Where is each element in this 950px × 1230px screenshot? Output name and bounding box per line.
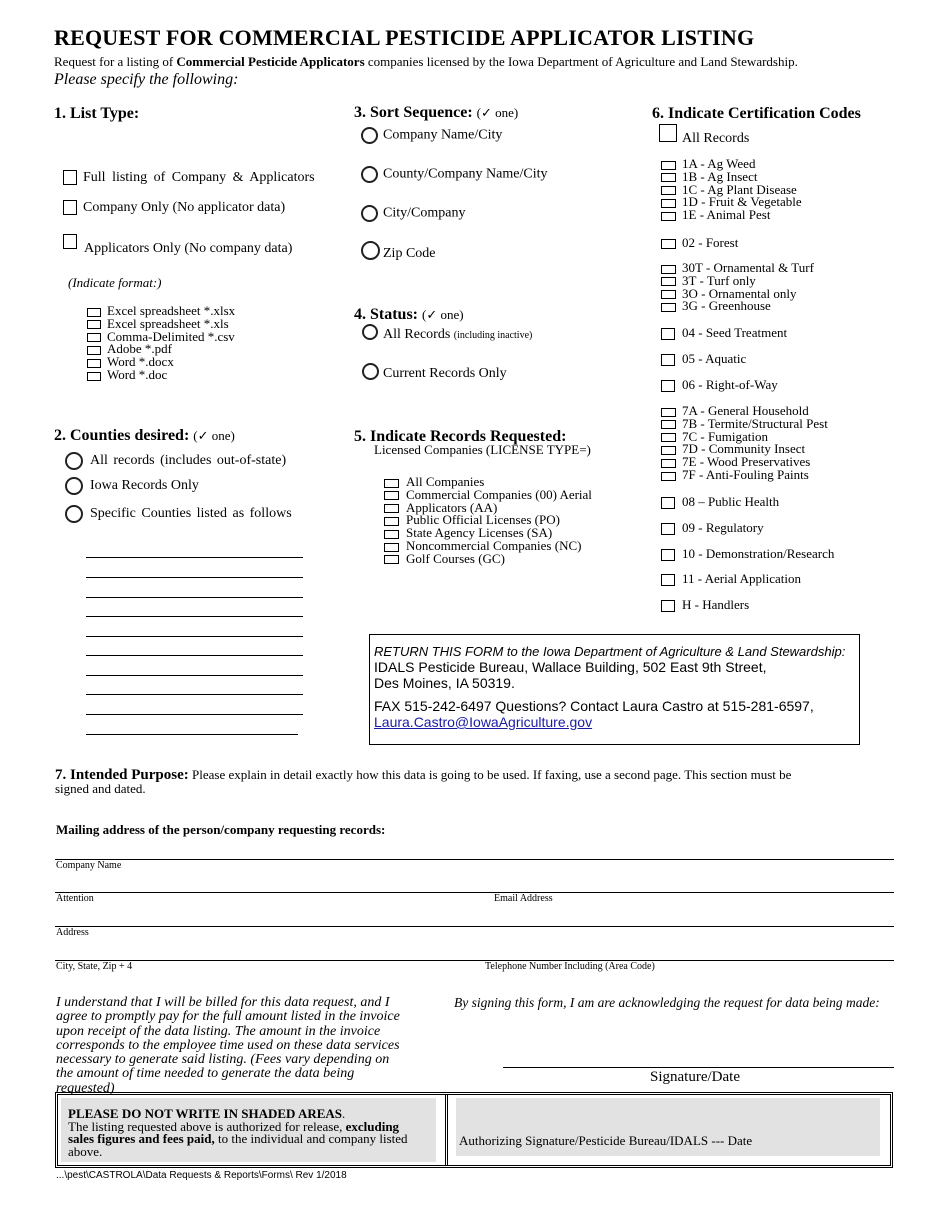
cert-item[interactable]: 1C - Ag Plant Disease	[661, 184, 802, 197]
county-line[interactable]	[86, 694, 303, 695]
radio[interactable]	[362, 363, 379, 380]
radio[interactable]	[361, 205, 378, 222]
cert-all-records[interactable]: All Records	[682, 131, 750, 146]
return-line-4: FAX 515-242-6497 Questions? Contact Laura Castro at 515-281-6597,	[374, 698, 814, 714]
company-label: Company Name	[56, 860, 122, 871]
records-item[interactable]: Public Official Licenses (PO)	[384, 514, 592, 527]
checkbox[interactable]	[63, 170, 77, 185]
office-use-box	[55, 1092, 893, 1168]
cert-item[interactable]: 06 - Right-of-Way	[661, 377, 778, 393]
status-heading: 4. Status: (✓ one)	[354, 306, 464, 323]
county-line[interactable]	[86, 597, 303, 598]
format-item[interactable]: Excel spreadsheet *.xls	[87, 318, 235, 331]
footer-path: ...\pest\CASTROLA\Data Requests & Reports\Forms\ Rev 1/2018	[56, 1170, 347, 1181]
records-list	[384, 476, 592, 566]
intro-prefix: Request for a listing of	[54, 54, 177, 69]
email-link[interactable]: Laura.Castro@IowaAgriculture.gov	[374, 714, 593, 730]
format-item[interactable]: Comma-Delimited *.csv	[87, 331, 235, 344]
sort-option-company[interactable]: Company Name/City	[361, 127, 502, 144]
signature-label: Signature/Date	[650, 1069, 740, 1085]
cert-item[interactable]: 1A - Ag Weed	[661, 158, 802, 171]
intro-suffix: companies licensed by the Iowa Department of Agriculture and Land Stewardship.	[364, 54, 798, 69]
cert-group-1	[661, 158, 802, 222]
county-option-iowa[interactable]: Iowa Records Only	[65, 477, 199, 495]
cert-item[interactable]: 7D - Community Insect	[661, 443, 828, 456]
attention-label: Attention	[56, 893, 94, 904]
records-heading: 5. Indicate Records Requested:	[354, 428, 567, 445]
address-line[interactable]	[55, 926, 894, 927]
records-item[interactable]: Golf Courses (GC)	[384, 553, 592, 566]
format-item[interactable]: Excel spreadsheet *.xlsx	[87, 305, 235, 318]
radio[interactable]	[361, 241, 380, 260]
cert-group-3	[661, 262, 814, 313]
sort-option-county[interactable]: County/Company Name/City	[361, 166, 548, 183]
cert-item[interactable]: 10 - Demonstration/Research	[661, 546, 834, 562]
records-item[interactable]: Noncommercial Companies (NC)	[384, 540, 592, 553]
list-option-full[interactable]: Full listing of Company & Applicators	[63, 170, 315, 186]
city-line[interactable]	[55, 960, 894, 961]
return-line-3: Des Moines, IA 50319.	[374, 675, 515, 691]
format-label: (Indicate format:)	[68, 275, 162, 290]
sort-heading: 3. Sort Sequence: (✓ one)	[354, 104, 519, 121]
form-title: REQUEST FOR COMMERCIAL PESTICIDE APPLICATOR LISTING	[54, 25, 755, 50]
authorizing-signature: Authorizing Signature/Pesticide Bureau/IDALS --- Date	[459, 1133, 753, 1148]
records-item[interactable]: State Agency Licenses (SA)	[384, 527, 592, 540]
return-line-1: RETURN THIS FORM to the Iowa Department of Agriculture & Land Stewardship:	[374, 644, 846, 659]
county-line[interactable]	[86, 734, 298, 735]
email-label: Email Address	[494, 893, 553, 904]
intro-text	[54, 54, 798, 70]
radio[interactable]	[65, 452, 83, 470]
cert-item[interactable]: 7A - General Household	[661, 405, 828, 418]
county-line[interactable]	[86, 714, 303, 715]
radio[interactable]	[361, 127, 378, 144]
county-line[interactable]	[86, 655, 303, 656]
county-option-all[interactable]: All records (includes out-of-state)	[65, 452, 286, 470]
records-subheading: Licensed Companies (LICENSE TYPE=)	[374, 442, 591, 457]
cert-item[interactable]: 30T - Ornamental & Turf	[661, 262, 814, 275]
checkbox[interactable]	[63, 232, 77, 250]
county-line[interactable]	[86, 636, 303, 637]
billing-agreement: I understand that I will be billed for this data request, and I agree to promptly pay for the full amount listed in the invoice upon receipt of the data listing. The amount in the invoice corresponds to the employee time used on these data services necessary to generate said listing. (Fees vary depending on the amount of time needed to generate the data being requested)	[56, 995, 400, 1096]
please-specify: Please specify the following:	[54, 71, 239, 88]
radio[interactable]	[362, 324, 378, 340]
checkbox[interactable]	[659, 124, 677, 142]
cert-item[interactable]: 3G - Greenhouse	[661, 300, 814, 313]
checkbox[interactable]	[63, 200, 77, 215]
records-item[interactable]: All Companies	[384, 476, 592, 489]
cert-item[interactable]: 04 - Seed Treatment	[661, 325, 787, 341]
cert-item[interactable]: 3T - Turf only	[661, 275, 814, 288]
purpose-heading: 7. Intended Purpose:	[55, 767, 189, 783]
counties-heading: 2. Counties desired: (✓ one)	[54, 427, 235, 444]
cert-item[interactable]: 11 - Aerial Application	[661, 571, 801, 587]
radio[interactable]	[361, 166, 378, 183]
status-option-all[interactable]: All Records (including inactive)	[383, 327, 533, 342]
cert-item[interactable]: H - Handlers	[661, 597, 749, 613]
purpose-block: 7. Intended Purpose: Please explain in detail exactly how this data is going to be used. If faxing, use a second page. This section must be signed and dated.	[55, 767, 792, 796]
cert-item[interactable]: 05 - Aquatic	[661, 351, 746, 367]
intro-bold: Commercial Pesticide Applicators	[176, 54, 365, 69]
cert-item[interactable]: 7C - Fumigation	[661, 431, 828, 444]
format-item[interactable]: Adobe *.pdf	[87, 343, 235, 356]
office-notice: PLEASE DO NOT WRITE IN SHADED AREAS. The listing requested above is authorized for release, excluding sales figures and fees paid, to the individual and company listed above.	[68, 1106, 408, 1159]
county-line[interactable]	[86, 557, 303, 558]
address-label: Address	[56, 927, 89, 938]
office-divider	[445, 1095, 448, 1165]
format-item[interactable]: Word *.doc	[87, 369, 235, 382]
return-info-box	[369, 634, 860, 745]
list-type-heading: 1. List Type:	[54, 105, 140, 122]
sort-option-city[interactable]: City/Company	[361, 205, 465, 222]
cert-item[interactable]: 3O - Ornamental only	[661, 288, 814, 301]
status-option-current[interactable]: Current Records Only	[383, 366, 507, 381]
cert-item[interactable]: 1E - Animal Pest	[661, 209, 802, 222]
cert-item[interactable]: 09 - Regulatory	[661, 520, 764, 536]
signature-line[interactable]	[503, 1067, 894, 1068]
cert-item[interactable]: 02 - Forest	[661, 235, 738, 251]
cert-item[interactable]: 1D - Fruit & Vegetable	[661, 196, 802, 209]
attention-line[interactable]	[55, 892, 894, 893]
records-item[interactable]: Applicators (AA)	[384, 502, 592, 515]
sort-option-zip[interactable]: Zip Code	[383, 246, 436, 261]
list-option-company[interactable]: Company Only (No applicator data)	[63, 200, 285, 216]
return-line-2: IDALS Pesticide Bureau, Wallace Building, 502 East 9th Street,	[374, 659, 767, 675]
format-list	[87, 305, 235, 382]
cert-item[interactable]: 7F - Anti-Fouling Paints	[661, 469, 828, 482]
cert-heading: 6. Indicate Certification Codes	[652, 105, 861, 122]
county-line[interactable]	[86, 577, 303, 578]
format-item[interactable]: Word *.docx	[87, 356, 235, 369]
cert-item[interactable]: 08 – Public Health	[661, 494, 779, 510]
cert-item[interactable]: 1B - Ag Insect	[661, 171, 802, 184]
phone-label: Telephone Number Including (Area Code)	[485, 961, 655, 972]
radio[interactable]	[65, 505, 83, 523]
cert-item[interactable]: 7E - Wood Preservatives	[661, 456, 828, 469]
cert-group-7	[661, 405, 828, 482]
list-option-applicators[interactable]: Applicators Only (No company data)	[84, 241, 293, 256]
mailing-heading: Mailing address of the person/company requesting records:	[56, 822, 386, 837]
county-option-specific[interactable]: Specific Counties listed as follows	[65, 505, 292, 523]
records-item[interactable]: Commercial Companies (00) Aerial	[384, 489, 592, 502]
city-label: City, State, Zip + 4	[56, 961, 133, 972]
company-line[interactable]	[55, 859, 894, 860]
radio[interactable]	[65, 477, 83, 495]
county-line[interactable]	[86, 675, 303, 676]
county-line[interactable]	[86, 616, 303, 617]
signing-acknowledgement: By signing this form, I am are acknowledging the request for data being made:	[454, 995, 880, 1010]
cert-item[interactable]: 7B - Termite/Structural Pest	[661, 418, 828, 431]
